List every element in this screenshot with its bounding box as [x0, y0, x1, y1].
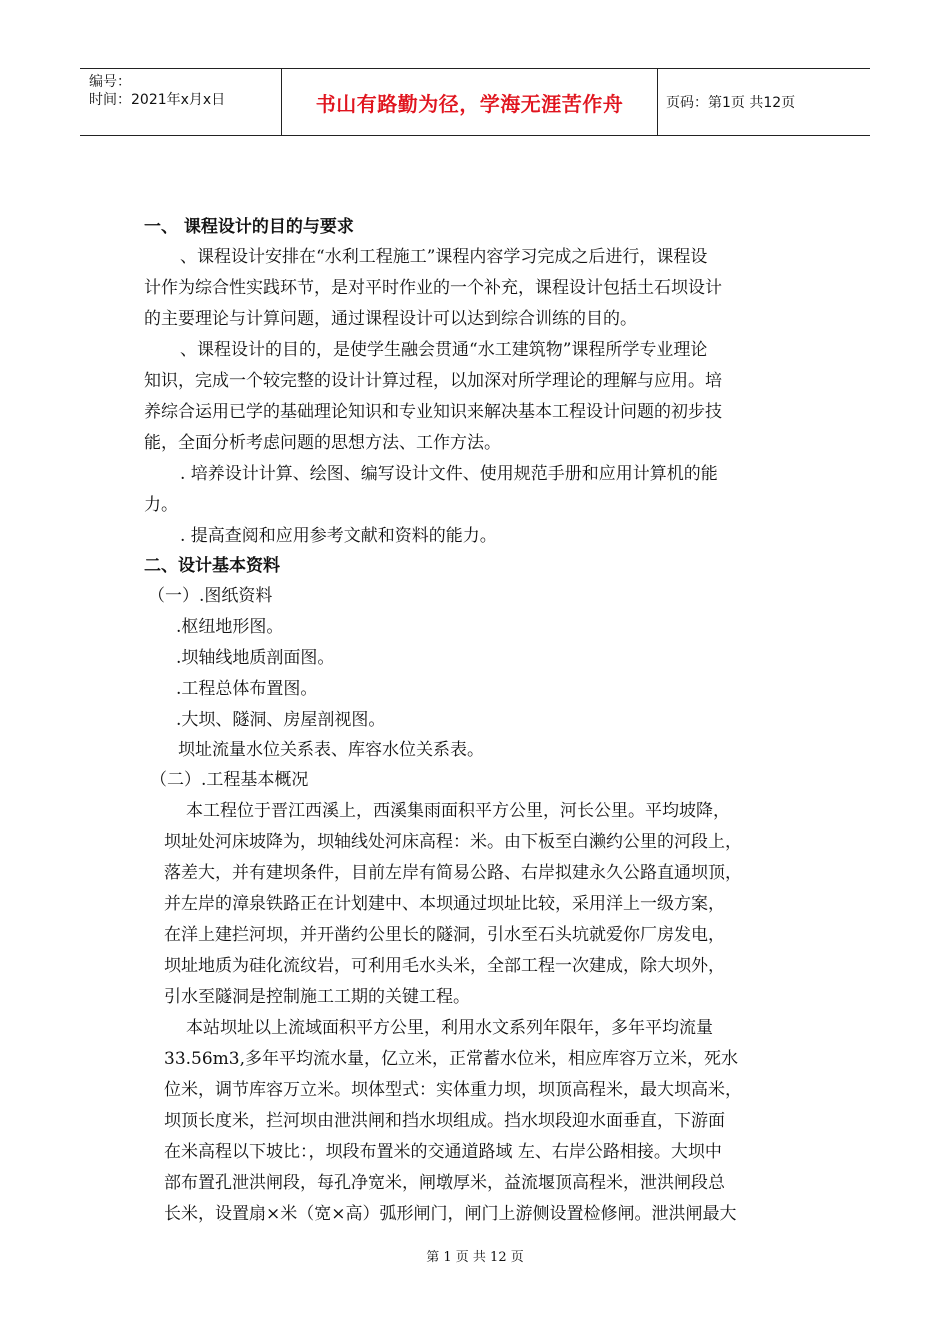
paragraph-line: 在米高程以下坡比：，坝段布置米的交通道路域 左、右岸公路相接。大坝中	[164, 1142, 722, 1162]
header-motto: 书山有路勤为径，学海无涯苦作舟	[282, 69, 658, 135]
page-header	[80, 68, 870, 136]
paragraph-line: 坝顶长度米，拦河坝由泄洪闸和挡水坝组成。挡水坝段迎水面垂直，下游面	[164, 1111, 725, 1131]
section-heading-1: 一、 课程设计的目的与要求	[144, 217, 354, 237]
document-date-label: 时间：2021年x月x日	[89, 92, 226, 108]
paragraph-line: 、课程设计安排在“水利工程施工”课程内容学习完成之后进行，课程设	[180, 247, 708, 267]
list-item: .大坝、隧洞、房屋剖视图。	[176, 710, 386, 730]
list-item: 坝址流量水位关系表、库容水位关系表。	[178, 740, 484, 760]
document-number-label: 编号：	[89, 74, 131, 90]
list-item: .工程总体布置图。	[176, 679, 318, 699]
paragraph-line: 位米，调节库容万立米。坝体型式：实体重力坝，坝顶高程米，最大坝高米，	[164, 1080, 742, 1100]
paragraph-line: 力。	[144, 495, 178, 515]
paragraph-line: 落差大，并有建坝条件，目前左岸有简易公路、右岸拟建永久公路直通坝顶，	[164, 863, 742, 883]
paragraph-line: 的主要理论与计算问题，通过课程设计可以达到综合训练的目的。	[144, 309, 637, 329]
list-item: .坝轴线地质剖面图。	[176, 648, 335, 668]
paragraph-line: 部布置孔泄洪闸段，每孔净宽米，闸墩厚米，益流堰顶高程米，泄洪闸段总	[164, 1173, 725, 1193]
paragraph-line: 在洋上建拦河坝，并开凿约公里长的隧洞，引水至石头坑就爱你厂房发电，	[164, 925, 725, 945]
section-heading-2: 二、设计基本资料	[144, 556, 280, 576]
paragraph-line: 33.56m3,多年平均流水量，亿立米，正常蓄水位米，相应库容万立米，死水	[164, 1049, 739, 1069]
paragraph-line: 、课程设计的目的，是使学生融会贯通“水工建筑物”课程所学专业理论	[180, 340, 708, 360]
paragraph-line: 本工程位于晋江西溪上，西溪集雨面积平方公里，河长公里。平均坡降，	[186, 801, 730, 821]
paragraph-line: 养综合运用已学的基础理论知识和专业知识来解决基本工程设计问题的初步技	[144, 402, 722, 422]
subsection-heading: （一）.图纸资料	[148, 586, 273, 606]
subsection-heading: （二）.工程基本概况	[150, 770, 309, 790]
list-item: .枢纽地形图。	[176, 617, 284, 637]
paragraph-line: 引水至隧洞是控制施工工期的关键工程。	[164, 987, 470, 1007]
paragraph-line: 计作为综合性实践环节，是对平时作业的一个补充，课程设计包括土石坝设计	[144, 278, 722, 298]
header-page-info: 页码：第1页 共12页	[666, 95, 796, 111]
paragraph-line: 能，全面分析考虑问题的思想方法、工作方法。	[144, 433, 501, 453]
page-footer: 第 1 页 共 12 页	[426, 1250, 524, 1265]
header-meta	[80, 69, 282, 135]
paragraph-line: 坝址地质为硅化流纹岩，可利用毛水头米，全部工程一次建成，除大坝外，	[164, 956, 725, 976]
paragraph-line: 本站坝址以上流域面积平方公里，利用水文系列年限年，多年平均流量	[186, 1018, 713, 1038]
paragraph-line: 知识，完成一个较完整的设计计算过程，以加深对所学理论的理解与应用。培	[144, 371, 722, 391]
paragraph-line: . 提高查阅和应用参考文献和资料的能力。	[180, 526, 497, 546]
paragraph-line: . 培养设计计算、绘图、编写设计文件、使用规范手册和应用计算机的能	[180, 464, 718, 484]
paragraph-line: 坝址处河床坡降为，坝轴线处河床高程：米。由下板至白濑约公里的河段上，	[164, 832, 742, 852]
paragraph-line: 长米，设置扇×米（宽×高）弧形闸门，闸门上游侧设置检修闸。泄洪闸最大	[164, 1204, 737, 1224]
paragraph-line: 并左岸的漳泉铁路正在计划建中、本坝通过坝址比较，采用洋上一级方案，	[164, 894, 725, 914]
